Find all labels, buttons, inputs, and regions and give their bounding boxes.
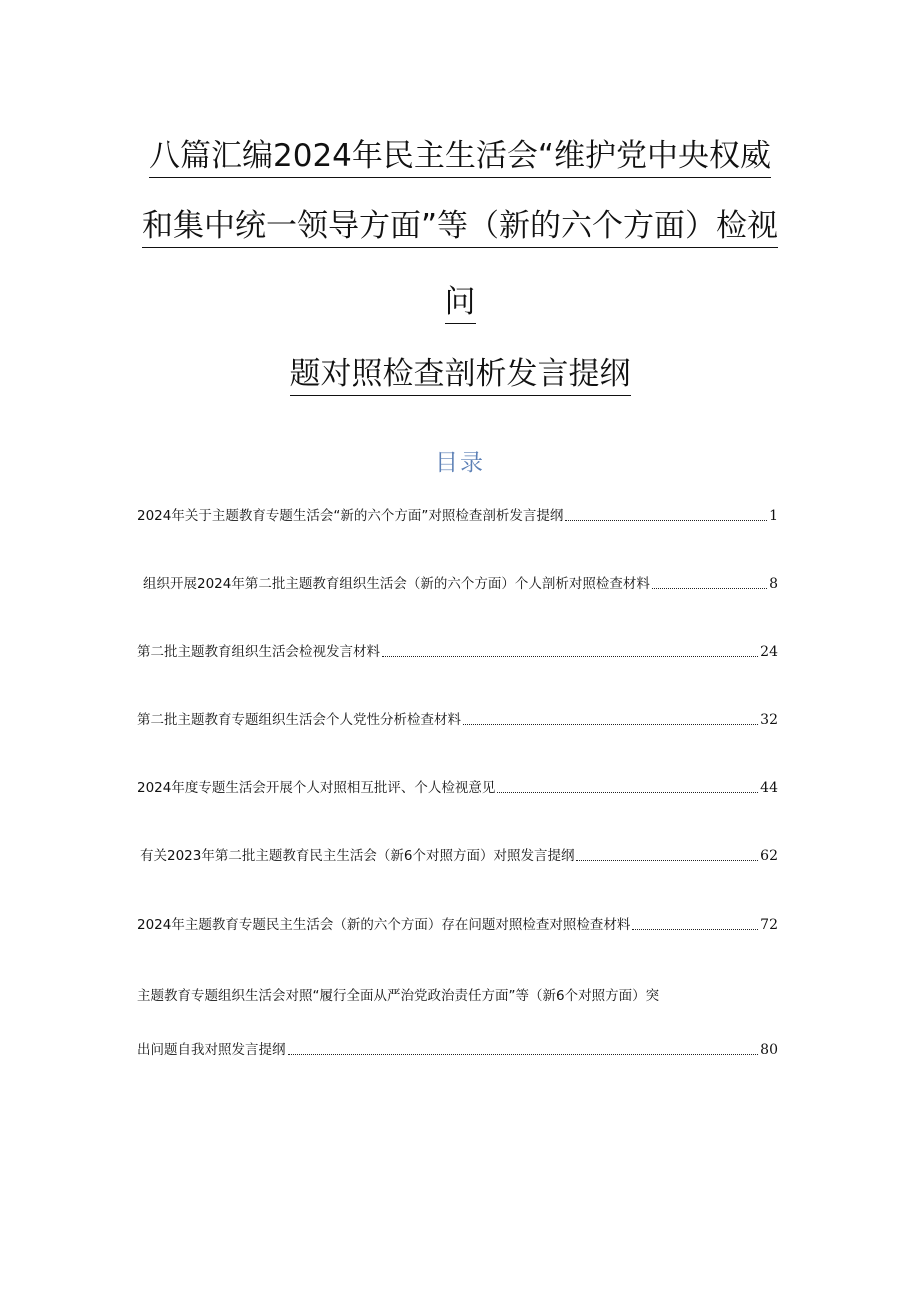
toc-entry-3[interactable] xyxy=(137,638,778,662)
title-text-4: 题对照检查剖析发言提纲 xyxy=(290,354,631,396)
toc-page-number: 24 xyxy=(760,644,778,660)
toc-entry-8-line-1[interactable] xyxy=(137,986,778,1006)
toc-entry-6[interactable] xyxy=(140,842,778,866)
toc-page-number: 62 xyxy=(760,848,778,864)
toc-entry-8-line-2[interactable] xyxy=(137,1036,778,1060)
title-text-2: 和集中统一领导方面”等（新的六个方面）检视 xyxy=(142,206,778,248)
toc-entry-5[interactable] xyxy=(137,774,778,798)
toc-page-number: 32 xyxy=(760,712,778,728)
toc-dot-leader xyxy=(382,656,758,657)
toc-dot-leader xyxy=(497,792,758,793)
title-text-3: 问 xyxy=(445,282,476,324)
toc-entry-1[interactable] xyxy=(137,502,778,526)
toc-heading: 目录 xyxy=(435,450,485,476)
toc-page-number: 80 xyxy=(760,1042,778,1058)
toc-entry-2[interactable] xyxy=(143,570,778,594)
toc-entry-label: 2024年关于主题教育专题生活会“新的六个方面”对照检查剖析发言提纲 xyxy=(137,508,564,524)
toc-page-number: 8 xyxy=(769,576,778,592)
document-title-line-4 xyxy=(0,354,920,396)
toc-entry-label: 2024年度专题生活会开展个人对照相互批评、个人检视意见 xyxy=(137,780,496,796)
toc-entry-label: 组织开展2024年第二批主题教育组织生活会（新的六个方面）个人剖析对照检查材料 xyxy=(143,576,650,592)
toc-entry-4[interactable] xyxy=(137,706,778,730)
toc-page-number: 72 xyxy=(760,917,778,933)
toc-entry-label: 第二批主题教育专题组织生活会个人党性分析检查材料 xyxy=(137,712,461,728)
title-text-1: 八篇汇编2024年民主生活会“维护党中央权威 xyxy=(149,136,771,178)
toc-dot-leader xyxy=(652,588,767,589)
document-title-line-2 xyxy=(0,206,920,248)
toc-dot-leader xyxy=(565,520,767,521)
toc-page-number: 44 xyxy=(760,780,778,796)
toc-entry-label: 出问题自我对照发言提纲 xyxy=(137,1042,286,1058)
toc-dot-leader xyxy=(632,929,758,930)
toc-page-number: 1 xyxy=(769,508,778,524)
document-title-line-3 xyxy=(0,282,920,324)
toc-entry-label: 第二批主题教育组织生活会检视发言材料 xyxy=(137,644,380,660)
document-title-line-1 xyxy=(0,136,920,178)
toc-entry-label: 2024年主题教育专题民主生活会（新的六个方面）存在问题对照检查对照检查材料 xyxy=(137,917,631,933)
toc-dot-leader xyxy=(463,724,758,725)
toc-dot-leader xyxy=(576,860,758,861)
toc-entry-label: 有关2023年第二批主题教育民主生活会（新6个对照方面）对照发言提纲 xyxy=(140,848,575,864)
toc-entry-7[interactable] xyxy=(137,911,778,935)
toc-entry-label: 主题教育专题组织生活会对照“履行全面从严治党政治责任方面”等（新6个对照方面）突 xyxy=(137,988,660,1004)
toc-dot-leader xyxy=(288,1054,759,1055)
